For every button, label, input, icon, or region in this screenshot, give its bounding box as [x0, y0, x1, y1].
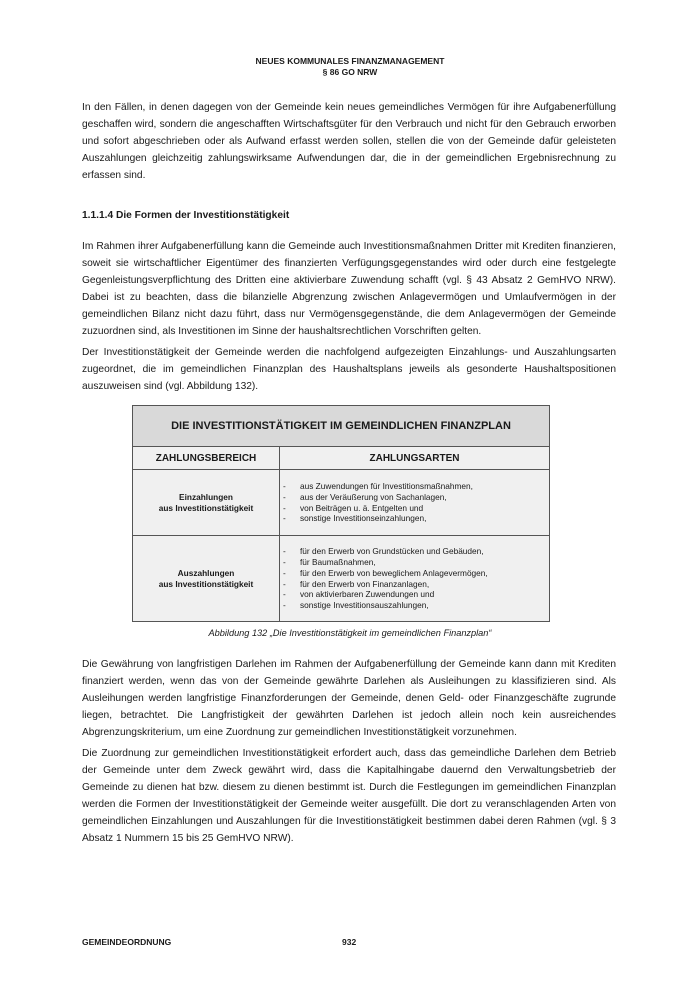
page-number: 932: [342, 937, 357, 947]
area-label: Einzahlungen: [179, 491, 233, 502]
page-header: [0, 56, 700, 78]
table-row-einzahlungen: [133, 470, 550, 536]
paragraph-1: In den Fällen, in denen dagegen von der Gemeinde kein neues gemeindliches Vermögen für ihre Aufgabenerfüllung geschaffen wird, sondern die angeschafften Wirtschaftsgüter für den Verbrauch und nicht für den Gebrauch erworben und sofort abgeschrieben oder als Aufwand erfasst werden sollen, stellen die von der Gemeinde dafür geleisteten Auszahlungen gleichzeitig zahlungswirksame Aufwendungen dar, die in der gemeindlichen Ergebnisrechnung zu erfassen sind.: [82, 102, 616, 182]
paragraph-5-block: [82, 745, 616, 848]
paragraph-3: Der Investitionstätigkeit der Gemeinde werden die nachfolgend aufgezeigten Einzahlungs- und Auszahlungsarten zugeordnet, die im gemeindlichen Finanzplan des Haushaltsplans jeweils als gesonderte Haushaltspositionen auszuweisen sind (vgl. Abbildung 132).: [82, 347, 616, 393]
types-list: [280, 546, 549, 611]
paragraph-4: Die Gewährung von langfristigen Darlehen im Rahmen der Aufgabenerfüllung der Gemeinde kann dann mit Krediten finanziert werden, wenn das von der Gemeinde gewährte Darlehen als Ausleihungen zu klassifizieren sind. Als Ausleihungen werden langfristige Finanzforderungen der Gemeinde, denen Geld- oder Finanzgeschäfte zugrunde liegen, betrachtet. Die Langfristigkeit der gewährten Darlehen ist jedoch allein noch kein ausreichendes Abgrenzungskriterium, um eine Zuordnung zur gemeindlichen Investitionstätigkeit vorzunehmen.: [82, 659, 616, 739]
figure-title: DIE INVESTITIONSTÄTIGKEIT IM GEMEINDLICHEN FINANZPLAN: [133, 406, 550, 447]
list-item: - von aktivierbaren Zuwendungen und: [280, 589, 549, 600]
section-heading-block: [82, 209, 616, 223]
header-title: NEUES KOMMUNALES FINANZMANAGEMENT: [255, 56, 445, 66]
paragraph-5: Die Zuordnung zur gemeindlichen Investitionstätigkeit erfordert auch, dass das gemeindliche Darlehen dem Betrieb der Gemeinde unter dem Zweck gewährt wird, dass die Kapitalhingabe dauernd den Verwaltungsbetrieb der Gemeinde zu dienen hat bzw. diesem zu dienen bestimmt ist. Durch die Festlegungen im gemeindlichen Finanzplan werden die Formen der Investitionstätigkeit der Gemeinde weiter ausgefüllt. Die dort zu veranschlagenden Arten von gemeindlichen Einzahlungen und Auszahlungen für die Investitionstätigkeit bestimmen dabei deren Rahmen (vgl. § 3 Absatz 1 Nummern 15 bis 25 GemHVO NRW).: [82, 748, 616, 845]
area-label: Auszahlungen: [177, 567, 235, 578]
area-cell-auszahlungen: [133, 536, 280, 622]
paragraph-2-block: [82, 238, 616, 341]
footer-title: GEMEINDEORDNUNG: [82, 937, 172, 947]
list-item: - für den Erwerb von beweglichem Anlagevermögen,: [280, 568, 549, 579]
paragraph-2: Im Rahmen ihrer Aufgabenerfüllung kann die Gemeinde auch Investitionsmaßnahmen Dritter mit Krediten finanzieren, soweit sie wirtschaftlicher Eigentümer des finanzierten Verfügungsgegenstandes wird oder durch eine festgelegte Gegenleistungsverpflichtung des Dritten eine aktivierbare Zuwendung schafft (vgl. § 43 Absatz 2 GemHVO NRW). Dabei ist zu beachten, dass die bilanzielle Abgrenzung zwischen Anlagevermögen und Umlaufvermögen in der gemeindlichen Bilanz nicht dazu führt, dass nur Vermögensgegenstände, die dem Anlagevermögen der Gemeinde zuzuordnen sind, als Investitionen im Sinne der haushaltsrechtlichen Vorschriften gelten.: [82, 241, 616, 338]
types-cell-auszahlungen: [280, 536, 550, 622]
list-item: - von Beiträgen u. ä. Entgelten und: [280, 503, 549, 514]
list-item: - für den Erwerb von Grundstücken und Gebäuden,: [280, 546, 549, 557]
paragraph-4-block: [82, 656, 616, 741]
section-heading: 1.1.1.4 Die Formen der Investitionstätigkeit: [82, 210, 290, 221]
area-sublabel: aus Investitionstätigkeit: [158, 578, 254, 589]
list-item: - aus Zuwendungen für Investitionsmaßnahmen,: [280, 481, 549, 492]
column-header-types: ZAHLUNGSARTEN: [280, 447, 550, 470]
area-sublabel: aus Investitionstätigkeit: [158, 502, 254, 513]
paragraph-1-block: [82, 99, 616, 184]
paragraph-3-block: [82, 344, 616, 395]
list-item: - aus der Veräußerung von Sachanlagen,: [280, 492, 549, 503]
area-cell-einzahlungen: [133, 470, 280, 536]
column-header-area: ZAHLUNGSBEREICH: [133, 447, 280, 470]
table-row-auszahlungen: [133, 536, 550, 622]
figure-table: [132, 405, 550, 622]
list-item: - sonstige Investitionsauszahlungen,: [280, 600, 549, 611]
figure-caption: Abbildung 132 „Die Investitionstätigkeit im gemeindlichen Finanzplan“: [208, 628, 492, 638]
list-item: - für Baumaßnahmen,: [280, 557, 549, 568]
header-subtitle: § 86 GO NRW: [322, 67, 378, 77]
types-list: [280, 481, 549, 525]
list-item: - für den Erwerb von Finanzanlagen,: [280, 579, 549, 590]
list-item: - sonstige Investitionseinzahlungen,: [280, 513, 549, 524]
types-cell-einzahlungen: [280, 470, 550, 536]
